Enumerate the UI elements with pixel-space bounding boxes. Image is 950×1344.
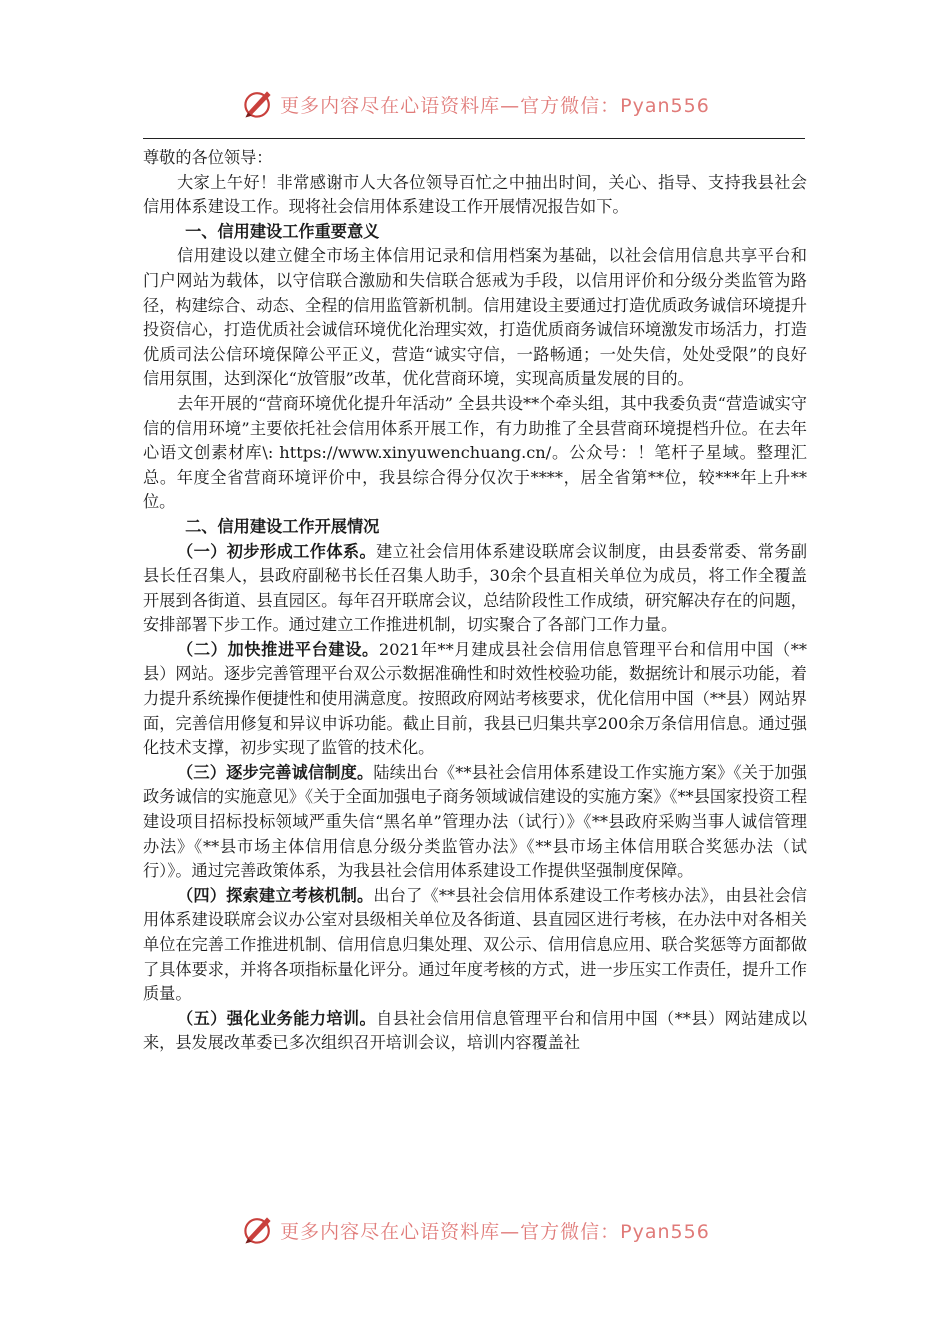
- section-heading-1: 一、信用建设工作重要意义: [185, 221, 380, 241]
- subsection-2: [143, 638, 807, 761]
- header-watermark: [0, 84, 950, 124]
- pen-logo-icon: [240, 86, 276, 122]
- subsection-4: [143, 884, 807, 1007]
- paragraph-significance: 信用建设以建立健全市场主体信用记录和信用档案为基础，以社会信用信息共享平台和门户网站为载体，以守信联合激励和失信联合惩戒为手段，以信用评价和分级分类监管为路径，构建综合、动态、全程的信用监管新机制。信用建设主要通过打造优质政务诚信环境提升投资信心，打造优质社会诚信环境优化治理实效，打造优质商务诚信环境激发市场活力，打造优质司法公信环境保障公平正义，营造“诚实守信，一路畅通；一处失信，处处受限”的良好信用氛围，达到深化“放管服”改革，优化营商环境，实现高质量发展的目的。: [143, 246, 807, 389]
- paragraph-business-environment: 去年开展的“营商环境优化提升年活动” 全县共设**个牵头组，其中我委负责“营造诚实守信的信用环境”主要依托社会信用体系开展工作，有力助推了全县营商环境提档升位。在去年心语文创素材库\: https://www.xinyuwenchuang.cn/。公众号：！笔杆子星域。整理汇总。年度全省营商环境评价中，我县综合得分仅次于****，居全省第**位，较***年上升**位。: [143, 393, 807, 512]
- document-body: [143, 146, 807, 1056]
- subsection-2-title: （二）加快推进平台建设。: [177, 639, 379, 659]
- subsection-2-text: 2021年**月建成县社会信用信息管理平台和信用中国（**县）网站。逐步完善管理平台双公示数据准确性和时效性校验功能，数据统计和展示功能，着力提升系统操作便捷性和使用满意度。按照政府网站考核要求，优化信用中国（**县）网站界面，完善信用修复和异议申诉功能。截止目前，我县已归集共享200余万条信用信息。通过强化技术支撑，初步实现了监管的技术化。: [143, 639, 807, 758]
- watermark-text: 更多内容尽在心语资料库—官方微信：Pyan556: [280, 94, 710, 117]
- section-heading-2: 二、信用建设工作开展情况: [185, 516, 380, 536]
- subsection-3-text: 陆续出台《**县社会信用体系建设工作实施方案》《关于加强政务诚信的实施意见》《关于全面加强电子商务领域诚信建设的实施方案》《**县国家投资工程建设项目招标投标领域严重失信“黑名单”管理办法（试行）》《**县政府采购当事人诚信管理办法》《**县市场主体信用信息分级分类监管办法》《**县市场主体信用联合奖惩办法（试行）》。通过完善政策体系，为我县社会信用体系建设工作提供坚强制度保障。: [143, 762, 807, 881]
- watermark-text: 更多内容尽在心语资料库—官方微信：Pyan556: [280, 1220, 710, 1243]
- subsection-1-text: 建立社会信用体系建设联席会议制度，由县委常委、常务副县长任召集人，县政府副秘书长任召集人助手，30余个县直相关单位为成员，将工作全覆盖开展到各街道、县直园区。每年召开联席会议，总结阶段性工作成绩，研究解决存在的问题，安排部署下步工作。通过建立工作推进机制，切实聚合了各部门工作力量。: [143, 541, 808, 635]
- subsection-5-title: （五）强化业务能力培训。: [177, 1008, 377, 1028]
- subsection-5-text: 自县社会信用信息管理平台和信用中国（**县）网站建成以来，县发展改革委已多次组织召开培训会议，培训内容覆盖社: [143, 1008, 808, 1053]
- subsection-3-title: （三）逐步完善诚信制度。: [177, 762, 374, 782]
- subsection-5: [143, 1007, 807, 1056]
- subsection-1: [143, 540, 807, 638]
- pen-logo-icon: [240, 1212, 276, 1248]
- subsection-1-title: （一）初步形成工作体系。: [177, 541, 377, 561]
- footer-watermark: [0, 1210, 950, 1250]
- subsection-4-text: 出台了《**县社会信用体系建设工作考核办法》，由县社会信用体系建设联席会议办公室对县级相关单位及各街道、县直园区进行考核，在办法中对各相关单位在完善工作推进机制、信用信息归集处理、双公示、信用信息应用、联合奖惩等方面都做了具体要求，并将各项指标量化评分。通过年度考核的方式，进一步压实工作责任，提升工作质量。: [143, 885, 807, 1004]
- salutation: 尊敬的各位领导：: [143, 148, 273, 167]
- subsection-3: [143, 761, 807, 884]
- header-divider: [143, 138, 805, 139]
- subsection-4-title: （四）探索建立考核机制。: [177, 885, 374, 905]
- intro-paragraph: 大家上午好！非常感谢市人大各位领导百忙之中抽出时间，关心、指导、支持我县社会信用体系建设工作。现将社会信用体系建设工作开展情况报告如下。: [143, 172, 807, 217]
